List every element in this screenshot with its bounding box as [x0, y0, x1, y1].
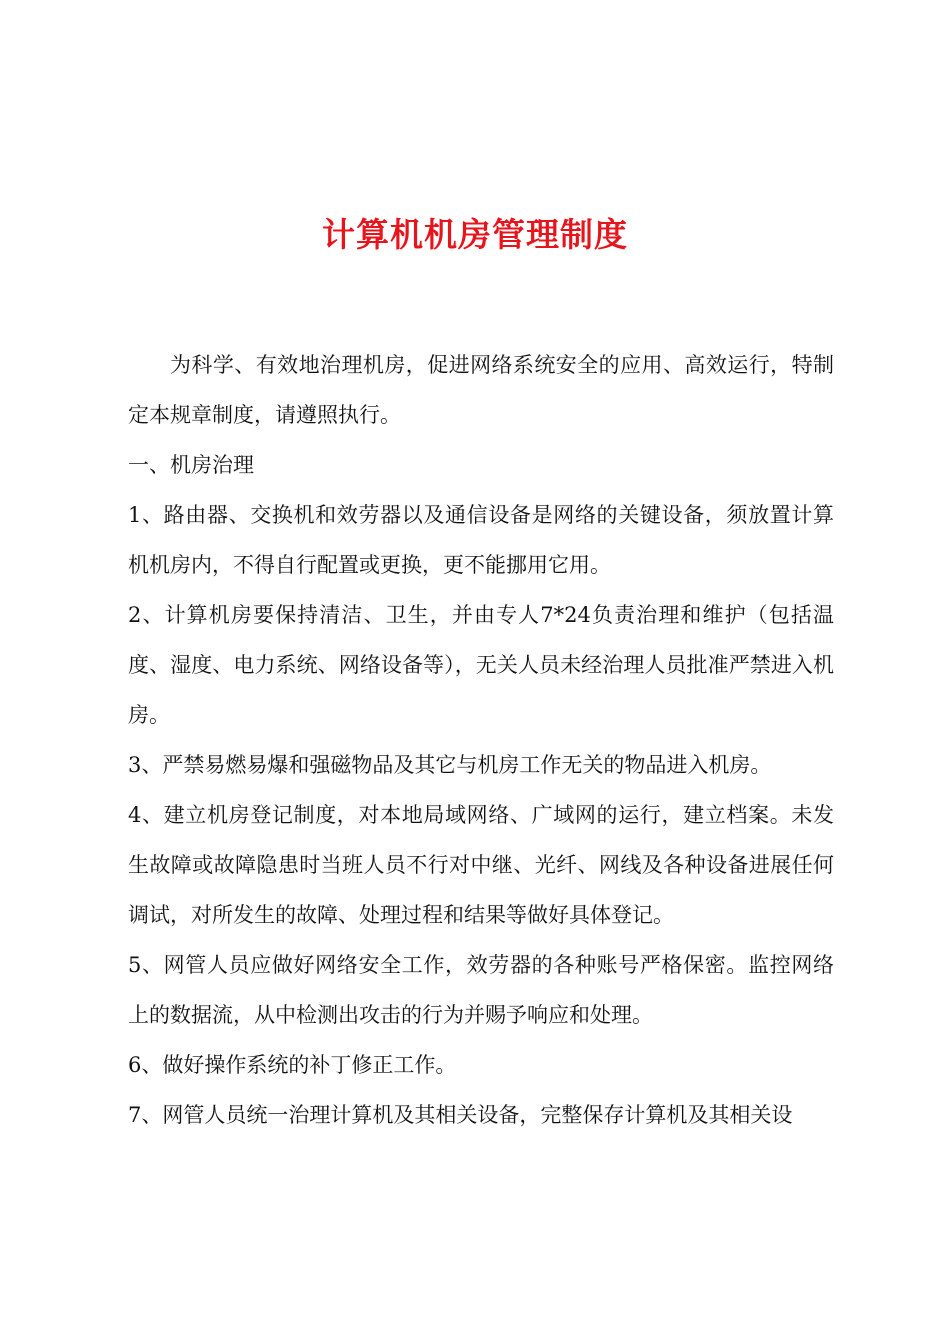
rule-item-2: 2、计算机房要保持清洁、卫生，并由专人7*24负责治理和维护（包括温度、湿度、电力系统、网络设备等），无关人员未经治理人员批准严禁进入机房。 [128, 603, 834, 727]
rule-item-1: 1、路由器、交换机和效劳器以及通信设备是网络的关键设备，须放置计算机机房内，不得自行配置或更换，更不能挪用它用。 [128, 503, 834, 577]
rule-item-5: 5、网管人员应做好网络安全工作，效劳器的各种账号严格保密。监控网络上的数据流，从中检测出攻击的行为并赐予响应和处理。 [128, 953, 834, 1027]
section-heading: 一、机房治理 [128, 453, 254, 477]
rule-item-6: 6、做好操作系统的补丁修正工作。 [128, 1053, 457, 1077]
rule-item-4: 4、建立机房登记制度，对本地局域网络、广域网的运行，建立档案。未发生故障或故障隐患时当班人员不行对中继、光纤、网线及各种设备进展任何调试，对所发生的故障、处理过程和结果等做好具体登记。 [128, 803, 834, 927]
intro-paragraph: 为科学、有效地治理机房，促进网络系统安全的应用、高效运行，特制定本规章制度，请遵照执行。 [128, 353, 834, 427]
rule-item-7: 7、网管人员统一治理计算机及其相关设备，完整保存计算机及其相关设 [128, 1103, 793, 1127]
document-title: 计算机机房管理制度 [322, 215, 628, 254]
rule-item-3: 3、严禁易燃易爆和强磁物品及其它与机房工作无关的物品进入机房。 [128, 753, 772, 777]
document-body [128, 340, 834, 1140]
